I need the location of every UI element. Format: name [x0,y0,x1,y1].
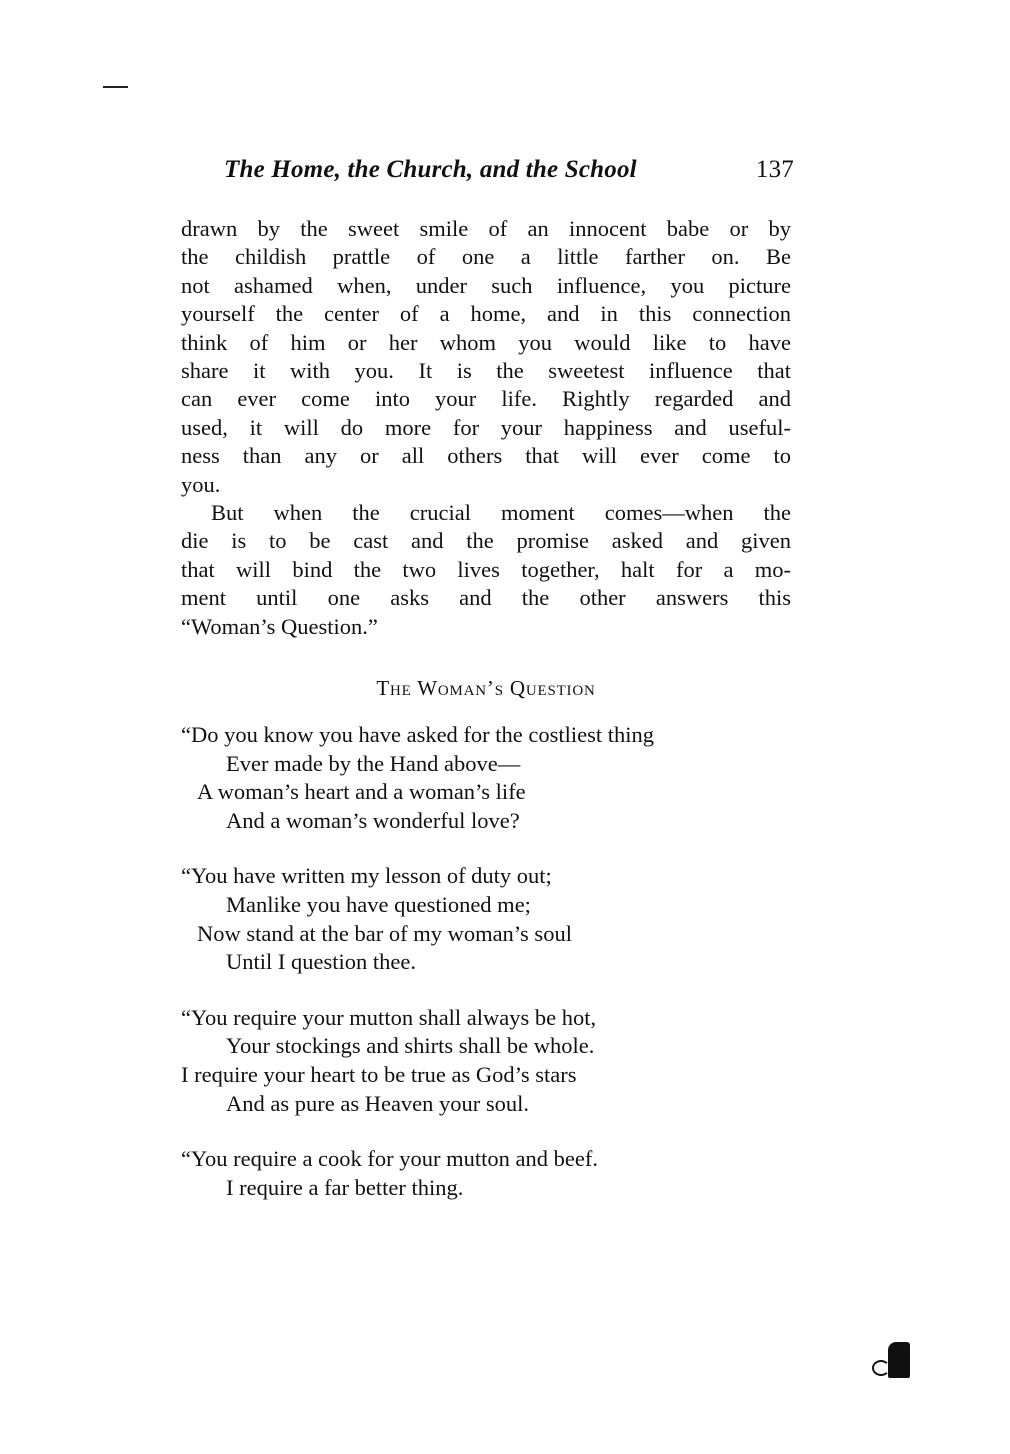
running-title: The Home, the Church, and the School [224,156,637,183]
verse-line: Manlike you have questioned me; [226,891,531,917]
text-line: ment until one asks and the other answers this [181,585,791,611]
stanza [181,1004,821,1118]
verse-line: “You require a cook for your mutton and beef. [181,1146,598,1172]
text-line: yourself the center of a home, and in this connection [181,301,791,327]
poem-title: The Woman’s Question [376,676,596,700]
verse-line: I require your heart to be true as God’s stars [181,1061,577,1087]
ink-blot [888,1342,910,1378]
stanza [181,1145,821,1202]
text-line: used, it will do more for your happiness and useful- [181,414,791,440]
text-line: the childish prattle of one a little farther on. Be [181,244,791,270]
text-line: “Woman’s Question.” [181,613,378,639]
text-line: But when the crucial moment comes—when the [211,500,791,526]
verse-line: And as pure as Heaven your soul. [226,1090,530,1116]
text-line: ness than any or all others that will ever come to [181,443,791,469]
verse-line: Your stockings and shirts shall be whole. [226,1033,595,1059]
verse-line: “You have written my lesson of duty out; [181,863,552,889]
stanza [181,721,821,835]
text-line: that will bind the two lives together, halt for a mo- [181,556,791,582]
stanza [181,862,821,976]
text-line: share it with you. It is the sweetest influence that [181,358,791,384]
text-line: can ever come into your life. Rightly regarded and [181,386,791,412]
verse-line: Now stand at the bar of my woman’s soul [197,920,572,946]
verse-line: And a woman’s wonderful love? [226,807,520,833]
verse-line: “You require your mutton shall always be hot, [181,1004,597,1030]
page-number: 137 [755,156,794,183]
verse-line: Until I question thee. [226,949,416,975]
text-line: not ashamed when, under such influence, you picture [181,272,791,298]
poem [181,721,821,1229]
body-text [181,215,791,641]
paragraph-2 [181,499,791,641]
text-line: drawn by the sweet smile of an innocent babe or by [181,216,791,241]
verse-line: A woman’s heart and a woman’s life [197,779,526,805]
verse-line: “Do you know you have asked for the costliest thing [181,722,655,747]
running-header [224,156,794,184]
text-line: you. [181,471,221,497]
verse-line: Ever made by the Hand above— [226,750,521,776]
text-line: die is to be cast and the promise asked and given [181,528,791,554]
text-line: think of him or her whom you would like to have [181,329,791,355]
verse-line: I require a far better thing. [226,1174,464,1200]
paragraph-1 [181,215,791,499]
scan-edge-mark [103,86,128,88]
